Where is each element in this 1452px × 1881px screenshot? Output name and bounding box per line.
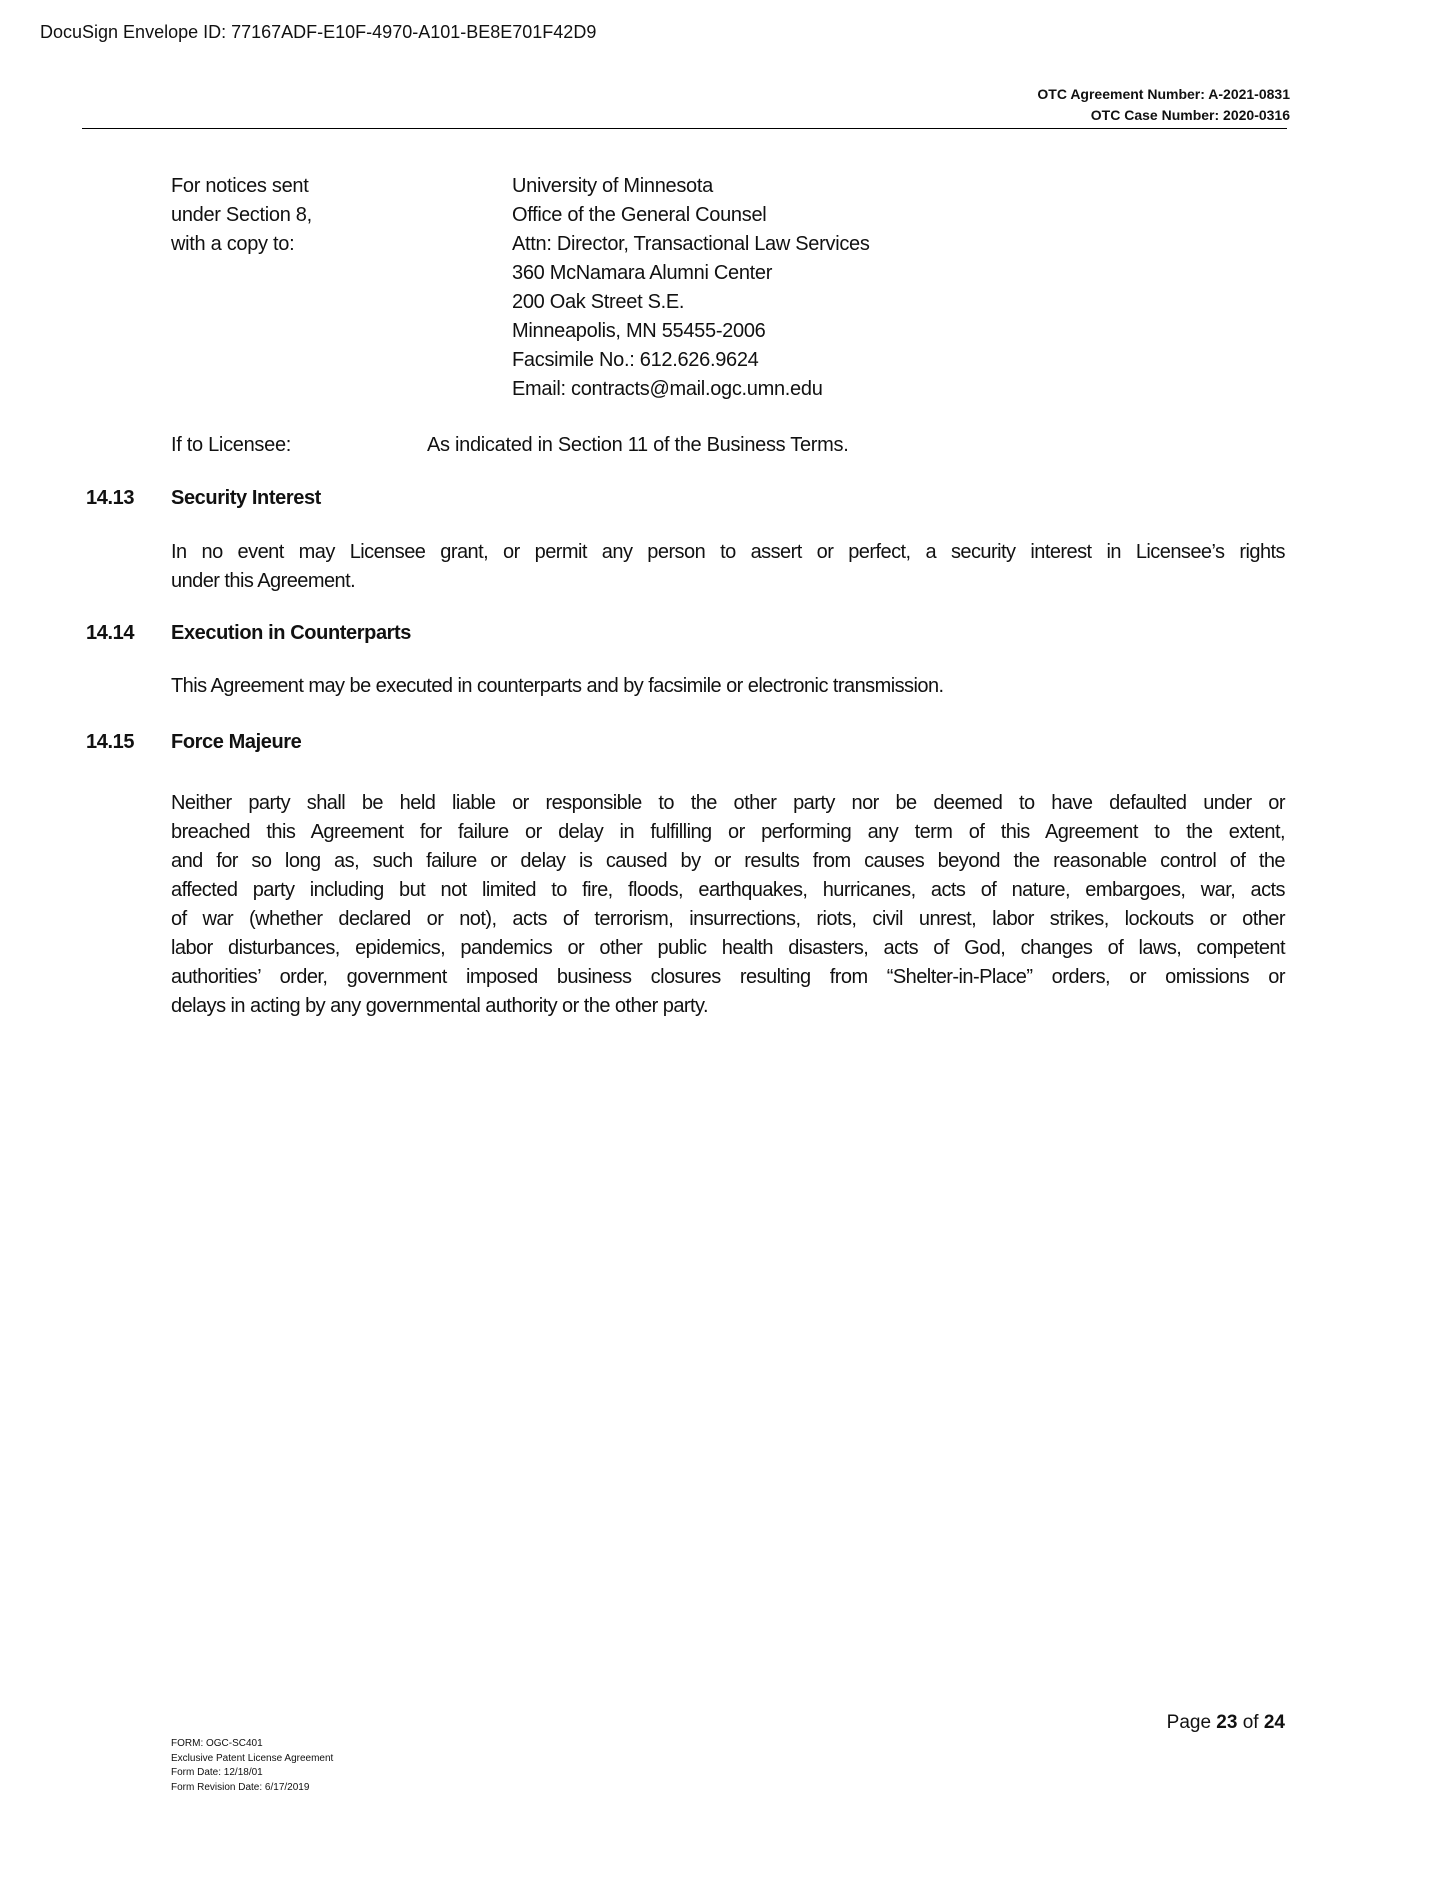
notices-address [512, 172, 870, 404]
body-line: affected party including but not limited to fire, floods, earthquakes, hurricanes, acts of nature, embargoes, war, acts [171, 879, 1285, 901]
section-body [171, 538, 1285, 596]
section-number: 14.14 [86, 622, 135, 644]
address-line: Minneapolis, MN 55455-2006 [512, 320, 766, 342]
address-line: Office of the General Counsel [512, 204, 767, 226]
body-line: This Agreement may be executed in counterparts and by facsimile or electronic transmission. [171, 675, 944, 697]
section-title: Execution in Counterparts [171, 622, 412, 644]
form-name: Exclusive Patent License Agreement [171, 1752, 334, 1764]
form-id: FORM: OGC-SC401 [171, 1738, 263, 1749]
page-prefix: Page [1166, 1712, 1212, 1733]
header-divider [82, 128, 1287, 129]
body-line: authorities’ order, government imposed business closures resulting from “Shelter-in-Place” orders, or omissions or [171, 966, 1285, 988]
body-line: Neither party shall be held liable or responsible to the other party nor be deemed to have defaulted under or [171, 792, 1285, 814]
body-line: under this Agreement. [171, 570, 356, 592]
body-line: delays in acting by any governmental authority or the other party. [171, 995, 708, 1017]
body-line: labor disturbances, epidemics, pandemics or other public health disasters, acts of God, changes of laws, competent [171, 937, 1285, 959]
otc-agreement-number: OTC Agreement Number: A-2021-0831 [1037, 86, 1290, 102]
section-number: 14.13 [86, 487, 135, 509]
notices-label-line: with a copy to: [171, 233, 295, 255]
form-info [171, 1737, 333, 1795]
otc-case-number: OTC Case Number: 2020-0316 [1090, 107, 1290, 123]
section-title: Force Majeure [171, 731, 302, 753]
address-line: 360 McNamara Alumni Center [512, 262, 773, 284]
page-number [1167, 1712, 1285, 1734]
section-number: 14.15 [86, 731, 135, 753]
notices-label-line: For notices sent [171, 175, 309, 197]
licensee-value: As indicated in Section 11 of the Business Terms. [427, 434, 849, 456]
form-revision-date: Form Revision Date: 6/17/2019 [171, 1781, 310, 1793]
body-line: of war (whether declared or not), acts of terrorism, insurrections, riots, civil unrest, labor strikes, lockouts or other [171, 908, 1285, 930]
section-body [171, 672, 1285, 701]
section-body [171, 789, 1285, 1021]
body-line: and for so long as, such failure or delay is caused by or results from causes beyond the reasonable control of the [171, 850, 1285, 872]
body-line: breached this Agreement for failure or delay in fulfilling or performing any term of this Agreement to the extent, [171, 821, 1285, 843]
page-of: of [1242, 1712, 1259, 1733]
address-email: Email: contracts@mail.ogc.umn.edu [512, 378, 823, 400]
body-line: In no event may Licensee grant, or permit any person to assert or perfect, a security interest in Licensee’s rights [171, 541, 1285, 563]
notices-label-line: under Section 8, [171, 204, 312, 226]
address-line: Facsimile No.: 612.626.9624 [512, 349, 759, 371]
notices-label [171, 172, 312, 259]
address-line: University of Minnesota [512, 175, 713, 197]
address-line: Attn: Director, Transactional Law Services [512, 233, 870, 255]
form-date: Form Date: 12/18/01 [171, 1767, 263, 1778]
licensee-label: If to Licensee: [171, 434, 292, 456]
docusign-envelope-id: DocuSign Envelope ID: 77167ADF-E10F-4970-A101-BE8E701F42D9 [40, 22, 597, 42]
page-current: 23 [1216, 1712, 1238, 1733]
address-line: 200 Oak Street S.E. [512, 291, 685, 313]
section-title: Security Interest [171, 487, 321, 509]
page-total: 24 [1263, 1712, 1285, 1733]
